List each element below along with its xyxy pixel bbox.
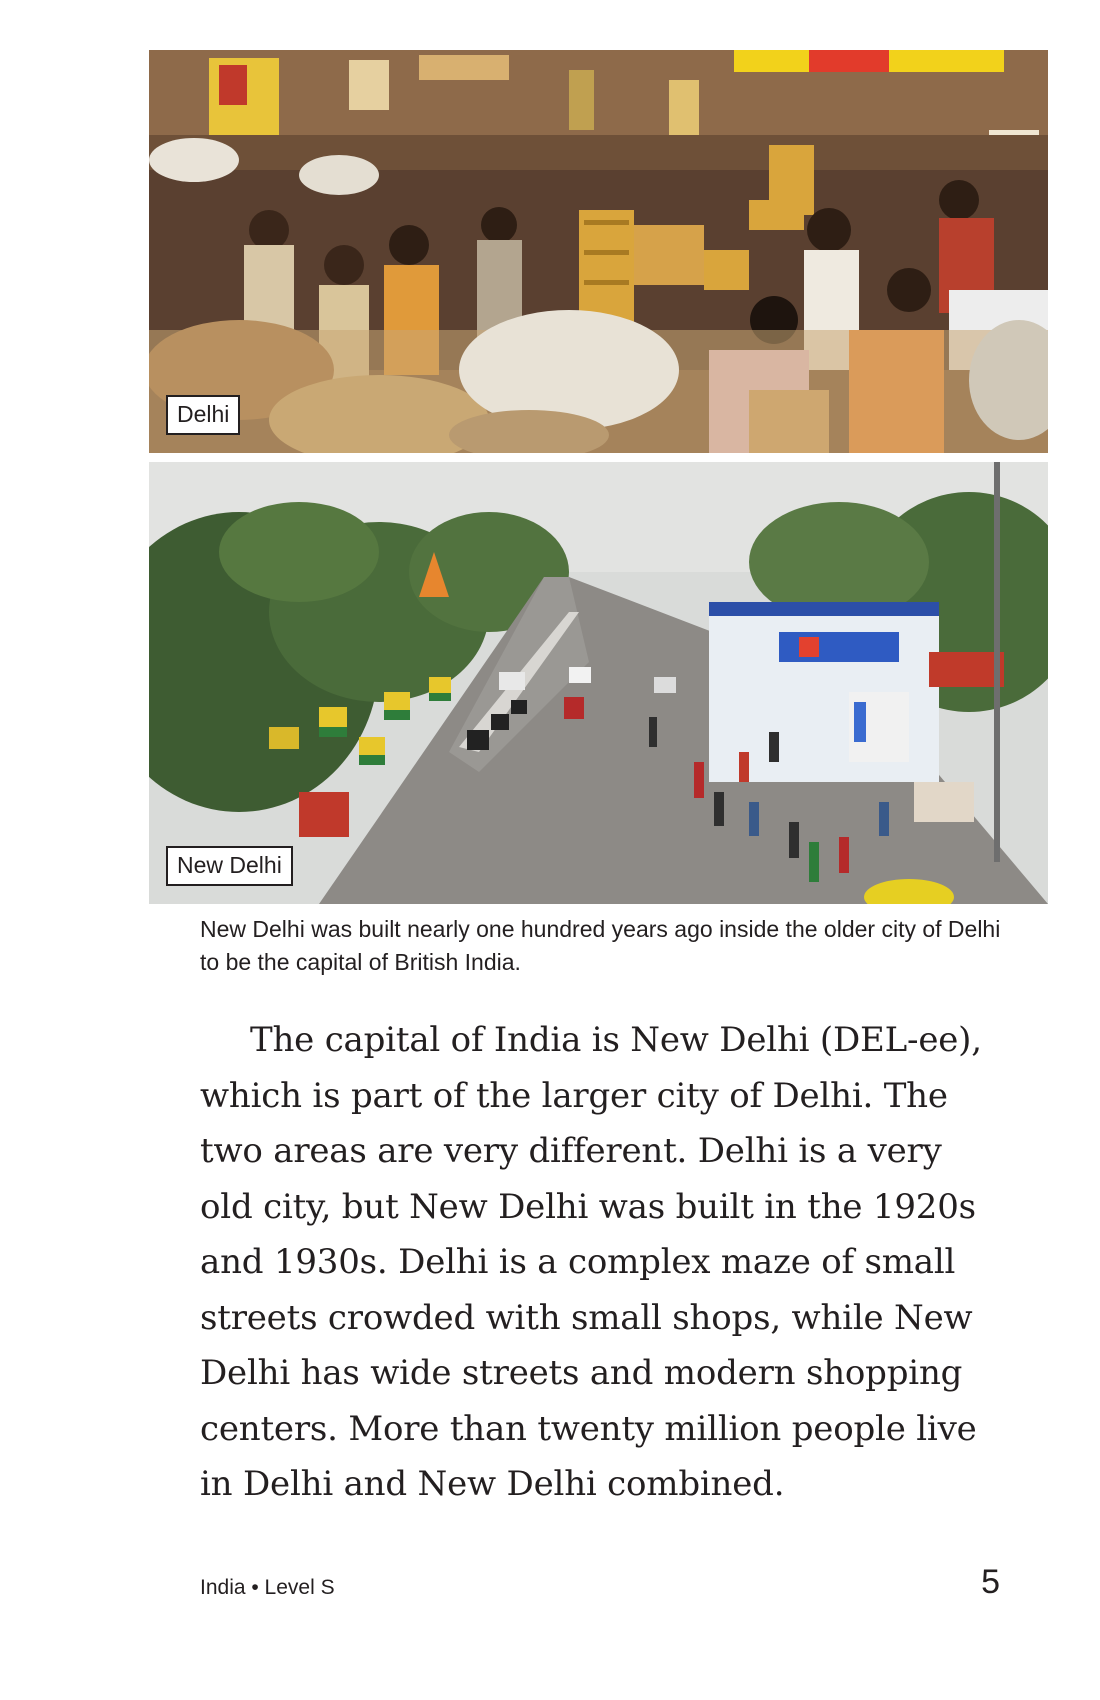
delhi-market-photo [149, 50, 1048, 453]
photo-label-new-delhi: New Delhi [166, 846, 293, 886]
page-number: 5 [981, 1563, 1000, 1601]
photo-caption: New Delhi was built nearly one hundred years ago inside the older city of Delhi to be the capital of British India. [200, 916, 1001, 975]
delhi-market-illustration [149, 50, 1048, 453]
new-delhi-street-illustration [149, 462, 1048, 904]
photo-label-delhi: Delhi [166, 395, 240, 435]
new-delhi-street-photo [149, 462, 1048, 904]
body-paragraph: The capital of India is New Delhi (DEL-ee), which is part of the larger city of Delhi. The two areas are very different. Delhi is a very old city, but New Delhi was built in the 1920s and 1930s. Delhi is a complex maze of small streets crowded with small shops, while New Delhi has wide streets and modern shopping centers. More than twenty million people live in Delhi and New Delhi combined. [200, 1020, 982, 1504]
footer-book-title: India • Level S [200, 1576, 335, 1599]
